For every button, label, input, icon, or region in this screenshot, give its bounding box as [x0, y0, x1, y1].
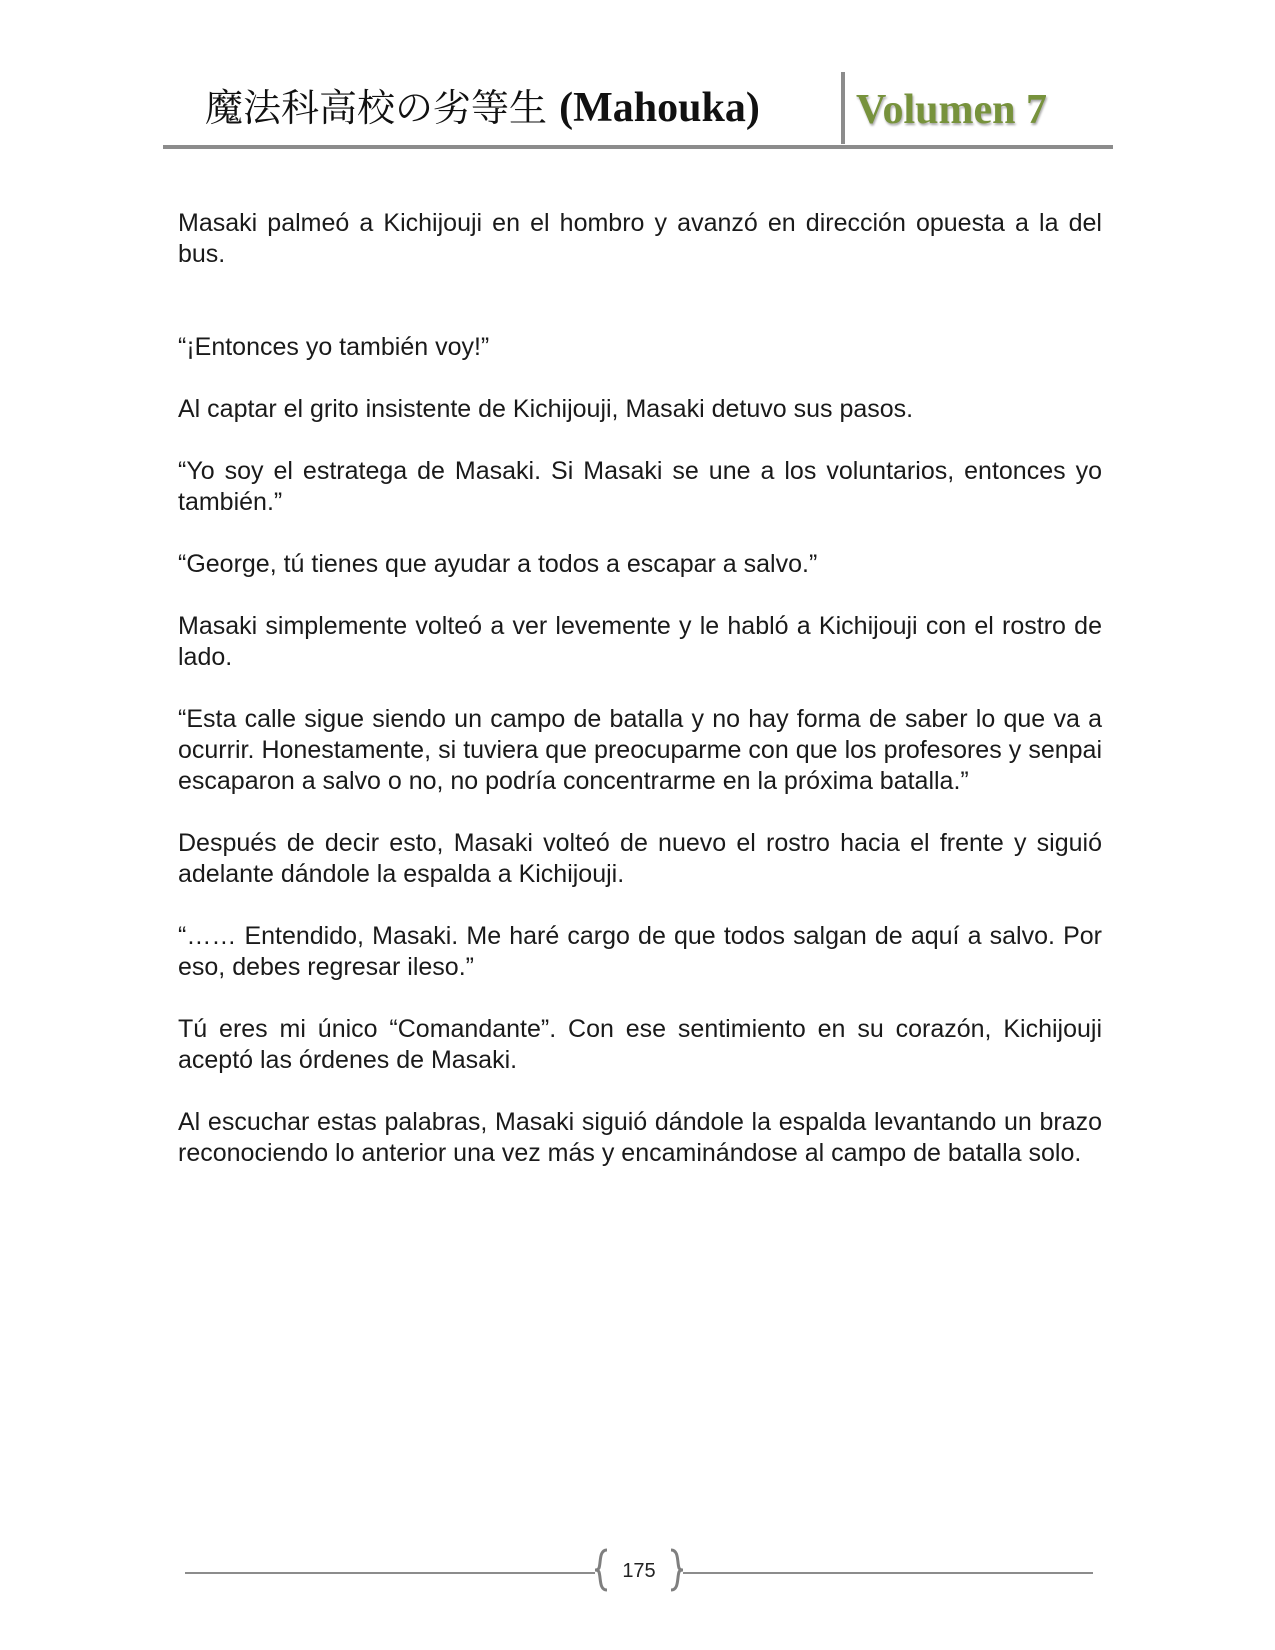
paragraph: Tú eres mi único “Comandante”. Con ese sentimiento en su corazón, Kichijouji aceptó las órdenes de Masaki. [178, 1015, 1102, 1074]
header-vertical-divider [841, 72, 845, 144]
paragraph: “Yo soy el estratega de Masaki. Si Masaki se une a los voluntarios, entonces yo también.” [178, 457, 1102, 516]
page-number: 175 [622, 1560, 656, 1582]
book-title [205, 84, 760, 132]
footer-rule-left [185, 1572, 595, 1574]
paragraph: “Esta calle sigue siendo un campo de batalla y no hay forma de saber lo que va a ocurrir. Honestamente, si tuviera que preocuparme con que los profesores y senpai escaparon a salvo o no, no podría concentrarme en la próxima batalla.” [178, 705, 1102, 795]
page-header [163, 72, 1113, 150]
volume-label: Volumen 7 [856, 87, 1047, 133]
paragraph: “…… Entendido, Masaki. Me haré cargo de que todos salgan de aquí a salvo. Por eso, debes regresar ileso.” [178, 922, 1102, 981]
header-rule [163, 145, 1113, 149]
page-footer [185, 1548, 1093, 1596]
paragraph: Al captar el grito insistente de Kichijouji, Masaki detuvo sus pasos. [178, 395, 914, 423]
paragraph: Después de decir esto, Masaki volteó de nuevo el rostro hacia el frente y siguió adelante dándole la espalda a Kichijouji. [178, 829, 1102, 888]
paragraph: Masaki palmeó a Kichijouji en el hombro y avanzó en dirección opuesta a la del bus. [178, 209, 1102, 268]
right-bracket-icon [669, 1548, 685, 1592]
paragraph: “George, tú tienes que ayudar a todos a escapar a salvo.” [178, 550, 818, 578]
footer-rule-right [683, 1572, 1093, 1574]
paragraph: Al escuchar estas palabras, Masaki siguió dándole la espalda levantando un brazo reconociendo lo anterior una vez más y encaminándose al campo de batalla solo. [178, 1108, 1102, 1167]
book-title-japanese: 魔法科高校の劣等生 [205, 86, 548, 130]
paragraph: Masaki simplemente volteó a ver levemente y le habló a Kichijouji con el rostro de lado. [178, 612, 1102, 671]
page-body [178, 208, 1102, 1200]
book-title-latin: (Mahouka) [559, 85, 760, 131]
paragraph: “¡Entonces yo también voy!” [178, 333, 490, 361]
left-bracket-icon [593, 1548, 609, 1592]
